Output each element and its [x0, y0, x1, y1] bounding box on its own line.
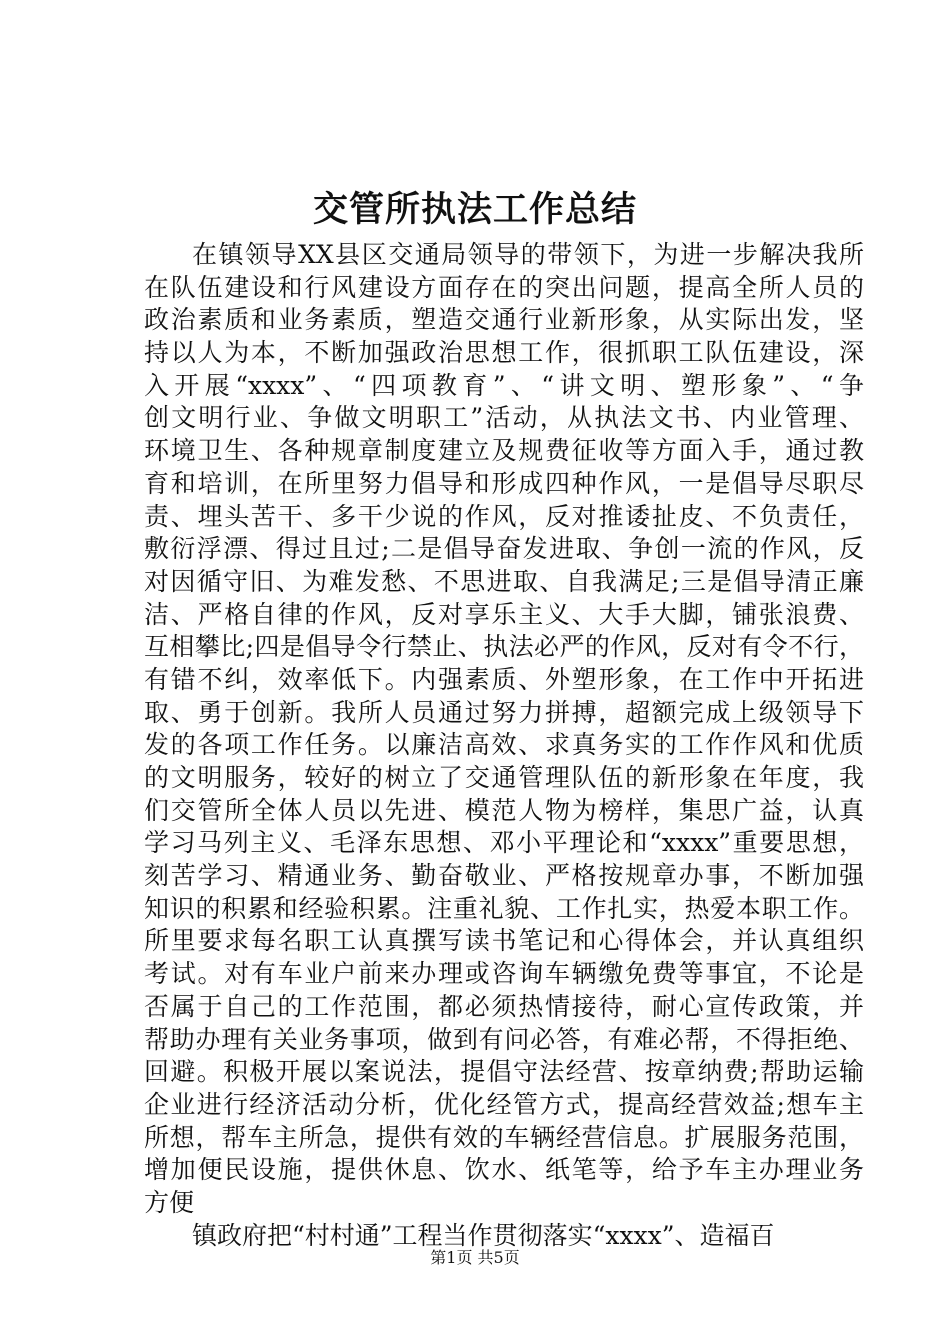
body-line: 育和培训，在所里努力倡导和形成四种作风，一是倡导尽职尽 [144, 468, 864, 498]
body-line: 对因循守旧、为难发愁、不思进取、自我满足;三是倡导清正廉 [144, 566, 864, 596]
body-line: 所想，帮车主所急，提供有效的车辆经营信息。扩展服务范围， [144, 1122, 864, 1152]
body-line: 在队伍建设和行风建设方面存在的突出问题，提高全所人员的 [144, 272, 864, 302]
body-line: 所里要求每名职工认真撰写读书笔记和心得体会，并认真组织 [144, 926, 864, 956]
body-line: 考试。对有车业户前来办理或咨询车辆缴免费等事宜，不论是 [144, 959, 864, 989]
body-line: 帮助办理有关业务事项，做到有问必答，有难必帮，不得拒绝、 [144, 1024, 864, 1054]
body-line: 回避。积极开展以案说法，提倡守法经营、按章纳费;帮助运输 [144, 1057, 864, 1087]
body-line: 创文明行业、争做文明职工”活动，从执法文书、内业管理、 [144, 403, 864, 433]
body-line: 们交管所全体人员以先进、模范人物为榜样，集思广益，认真 [144, 795, 864, 825]
body-line: 互相攀比;四是倡导令行禁止、执法必严的作风，反对有令不行， [144, 632, 864, 662]
body-line: 责、埋头苦干、多干少说的作风，反对推诿扯皮、不负责任， [144, 501, 864, 531]
body-line: 学习马列主义、毛泽东思想、邓小平理论和“xxxx”重要思想， [144, 828, 864, 858]
body-line: 政治素质和业务素质，塑造交通行业新形象，从实际出发，坚 [144, 305, 864, 335]
body-line: 洁、严格自律的作风，反对享乐主义、大手大脚，铺张浪费、 [144, 599, 864, 629]
body-line: 敷衍浮漂、得过且过;二是倡导奋发进取、争创一流的作风，反 [144, 534, 864, 564]
document-title: 交管所执法工作总结 [312, 189, 637, 230]
body-line: 增加便民设施，提供休息、饮水、纸笔等，给予车主办理业务 [144, 1155, 864, 1185]
body-line: 入开展“xxxx”、“四项教育”、“讲文明、塑形象”、“争 [144, 370, 864, 400]
body-line: 方便 [144, 1187, 195, 1217]
body-line: 有错不纠，效率低下。内强素质、外塑形象，在工作中开拓进 [144, 664, 864, 694]
body-line: 取、勇于创新。我所人员通过努力拼搏，超额完成上级领导下 [144, 697, 864, 727]
body-line: 发的各项工作任务。以廉洁高效、求真务实的工作作风和优质 [144, 730, 864, 760]
body-line: 的文明服务，较好的树立了交通管理队伍的新形象在年度，我 [144, 763, 864, 792]
body-line: 在镇领导XX县区交通局领导的带领下，为进一步解决我所 [192, 240, 864, 269]
body-line: 持以人为本，不断加强政治思想工作，很抓职工队伍建设，深 [144, 338, 864, 368]
document-body [144, 239, 864, 1252]
body-line: 环境卫生、各种规章制度建立及规费征收等方面入手，通过教 [144, 436, 864, 466]
page-footer: 第1页 共5页 [430, 1248, 520, 1267]
body-line: 知识的积累和经验积累。注重礼貌、工作扎实，热爱本职工作。 [144, 893, 864, 923]
body-line: 否属于自己的工作范围，都必须热情接待，耐心宣传政策，并 [144, 991, 864, 1021]
body-line: 镇政府把“村村通”工程当作贯彻落实“xxxx”、造福百 [192, 1220, 775, 1250]
body-line: 刻苦学习、精通业务、勤奋敬业、严格按规章办事，不断加强 [144, 861, 864, 891]
body-line: 企业进行经济活动分析，优化经管方式，提高经营效益;想车主 [144, 1089, 864, 1119]
